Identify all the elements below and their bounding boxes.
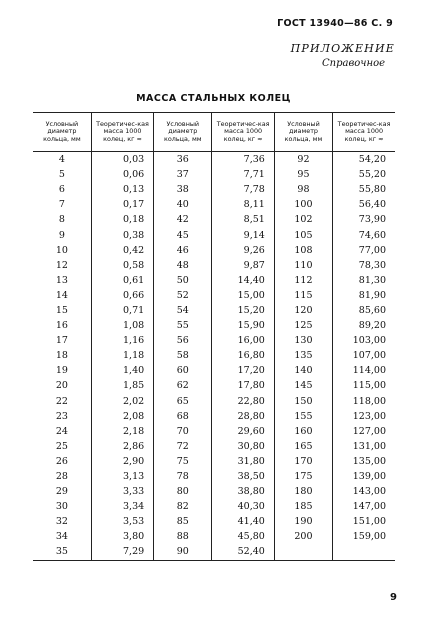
diameter-cell: 26 <box>55 455 68 467</box>
mass-cell: 9,87 <box>212 258 274 273</box>
page-number: 9 <box>390 592 397 603</box>
mass-cell: 55,20 <box>333 167 395 182</box>
diameter-cell: 165 <box>274 439 332 454</box>
diameter-cell: 12 <box>55 259 68 271</box>
table-header-row <box>33 113 395 152</box>
table-row <box>33 544 395 560</box>
diameter-cell: 28 <box>55 471 68 483</box>
diameter-cell: 78 <box>154 469 212 484</box>
table-row <box>33 167 395 182</box>
diameter-cell: 98 <box>274 182 332 197</box>
mass-cell: 131,00 <box>333 439 395 454</box>
mass-cell: 135,00 <box>333 454 395 469</box>
table-row <box>33 348 395 363</box>
mass-cell: 0,71 <box>91 303 153 318</box>
mass-cell: 0,03 <box>91 152 153 168</box>
table-row <box>33 499 395 514</box>
mass-cell: 81,30 <box>333 273 395 288</box>
mass-cell: 3,34 <box>91 499 153 514</box>
diameter-cell: 112 <box>274 273 332 288</box>
standard-code-header: ГОСТ 13940—86 С. 9 <box>277 18 393 29</box>
diameter-cell: 40 <box>154 197 212 212</box>
diameter-cell: 18 <box>55 350 68 362</box>
diameter-cell: 20 <box>55 380 68 392</box>
mass-cell: 0,66 <box>91 288 153 303</box>
mass-cell: 143,00 <box>333 484 395 499</box>
mass-cell: 3,80 <box>91 529 153 544</box>
mass-cell: 30,80 <box>212 439 274 454</box>
diameter-cell: 120 <box>274 303 332 318</box>
mass-cell: 0,18 <box>91 212 153 227</box>
table-row <box>33 484 395 499</box>
diameter-cell: 105 <box>274 227 332 242</box>
diameter-cell: 42 <box>154 212 212 227</box>
mass-cell: 103,00 <box>333 333 395 348</box>
diameter-cell: 200 <box>274 529 332 544</box>
diameter-cell: 48 <box>154 258 212 273</box>
table-row <box>33 378 395 393</box>
mass-cell: 8,11 <box>212 197 274 212</box>
diameter-cell: 50 <box>154 273 212 288</box>
diameter-cell: 30 <box>55 501 68 513</box>
diameter-cell: 13 <box>55 274 68 286</box>
mass-cell: 17,20 <box>212 363 274 378</box>
mass-cell: 16,00 <box>212 333 274 348</box>
diameter-cell: 85 <box>154 514 212 529</box>
mass-cell: 1,40 <box>91 363 153 378</box>
mass-cell: 74,60 <box>333 227 395 242</box>
diameter-cell: 70 <box>154 424 212 439</box>
diameter-cell: 130 <box>274 333 332 348</box>
diameter-cell: 25 <box>55 440 68 452</box>
diameter-cell: 95 <box>274 167 332 182</box>
mass-cell: 52,40 <box>212 544 274 560</box>
mass-cell: 54,20 <box>333 152 395 168</box>
diameter-cell: 90 <box>154 544 212 560</box>
table-row <box>33 514 395 529</box>
mass-cell: 1,16 <box>91 333 153 348</box>
diameter-cell: 180 <box>274 484 332 499</box>
table-row <box>33 439 395 454</box>
mass-cell: 28,80 <box>212 409 274 424</box>
mass-cell: 0,58 <box>91 258 153 273</box>
mass-cell: 2,18 <box>91 424 153 439</box>
diameter-cell: 110 <box>274 258 332 273</box>
mass-cell: 41,40 <box>212 514 274 529</box>
mass-cell: 118,00 <box>333 394 395 409</box>
diameter-cell: 37 <box>154 167 212 182</box>
diameter-cell: 36 <box>154 152 212 168</box>
diameter-cell: 24 <box>55 425 68 437</box>
diameter-cell: 6 <box>58 184 65 196</box>
mass-cell: 2,02 <box>91 394 153 409</box>
diameter-cell: 175 <box>274 469 332 484</box>
diameter-cell: 140 <box>274 363 332 378</box>
column-header-mass: Теоретичес-кая масса 1000 колец, кг ≈ <box>91 113 153 152</box>
mass-cell: 7,36 <box>212 152 274 168</box>
diameter-cell <box>274 544 332 560</box>
table-row <box>33 363 395 378</box>
diameter-cell: 16 <box>55 320 68 332</box>
mass-cell: 0,61 <box>91 273 153 288</box>
diameter-cell: 108 <box>274 243 332 258</box>
mass-cell: 115,00 <box>333 378 395 393</box>
mass-cell: 55,80 <box>333 182 395 197</box>
mass-cell: 147,00 <box>333 499 395 514</box>
mass-cell: 3,53 <box>91 514 153 529</box>
mass-cell: 0,42 <box>91 243 153 258</box>
diameter-cell: 82 <box>154 499 212 514</box>
mass-cell: 15,90 <box>212 318 274 333</box>
table-row <box>33 243 395 258</box>
column-header-mass: Теоретичес-кая масса 1000 колец, кг ≈ <box>333 113 395 152</box>
diameter-cell: 4 <box>58 154 65 166</box>
mass-cell: 38,80 <box>212 484 274 499</box>
diameter-cell: 72 <box>154 439 212 454</box>
mass-cell: 2,86 <box>91 439 153 454</box>
diameter-cell: 170 <box>274 454 332 469</box>
column-header-diameter: Условный диаметр кольца, мм <box>154 113 212 152</box>
mass-cell: 3,13 <box>91 469 153 484</box>
diameter-cell: 7 <box>58 199 65 211</box>
diameter-cell: 32 <box>55 516 68 528</box>
table-row <box>33 182 395 197</box>
mass-cell: 0,06 <box>91 167 153 182</box>
diameter-cell: 62 <box>154 378 212 393</box>
diameter-cell: 17 <box>55 335 68 347</box>
mass-cell: 7,29 <box>91 544 153 560</box>
mass-cell: 31,80 <box>212 454 274 469</box>
diameter-cell: 155 <box>274 409 332 424</box>
mass-cell: 16,80 <box>212 348 274 363</box>
mass-cell: 77,00 <box>333 243 395 258</box>
table-row <box>33 409 395 424</box>
appendix-title: ПРИЛОЖЕНИЕ <box>290 42 395 55</box>
table-row <box>33 258 395 273</box>
diameter-cell: 115 <box>274 288 332 303</box>
mass-cell: 139,00 <box>333 469 395 484</box>
mass-cell: 40,30 <box>212 499 274 514</box>
table-row <box>33 197 395 212</box>
mass-cell: 151,00 <box>333 514 395 529</box>
table-row <box>33 288 395 303</box>
mass-cell: 38,50 <box>212 469 274 484</box>
diameter-cell: 68 <box>154 409 212 424</box>
table-row <box>33 529 395 544</box>
mass-cell: 29,60 <box>212 424 274 439</box>
diameter-cell: 34 <box>55 531 68 543</box>
diameter-cell: 22 <box>55 395 68 407</box>
diameter-cell: 5 <box>58 169 65 181</box>
diameter-cell: 35 <box>33 544 91 560</box>
mass-cell: 1,08 <box>91 318 153 333</box>
table-row <box>33 333 395 348</box>
table-row <box>33 152 395 168</box>
mass-cell: 89,20 <box>333 318 395 333</box>
table-row <box>33 469 395 484</box>
mass-cell: 2,90 <box>91 454 153 469</box>
table-row <box>33 273 395 288</box>
diameter-cell: 46 <box>154 243 212 258</box>
diameter-cell: 185 <box>274 499 332 514</box>
mass-cell: 81,90 <box>333 288 395 303</box>
mass-cell: 0,17 <box>91 197 153 212</box>
diameter-cell: 88 <box>154 529 212 544</box>
mass-cell: 9,14 <box>212 227 274 242</box>
mass-cell: 22,80 <box>212 394 274 409</box>
diameter-cell: 55 <box>154 318 212 333</box>
diameter-cell: 56 <box>154 333 212 348</box>
diameter-cell: 45 <box>154 227 212 242</box>
mass-cell: 73,90 <box>333 212 395 227</box>
diameter-cell: 100 <box>274 197 332 212</box>
diameter-cell: 19 <box>55 365 68 377</box>
diameter-cell: 75 <box>154 454 212 469</box>
diameter-cell: 125 <box>274 318 332 333</box>
diameter-cell: 29 <box>55 486 68 498</box>
table-row <box>33 394 395 409</box>
mass-cell: 127,00 <box>333 424 395 439</box>
diameter-cell: 135 <box>274 348 332 363</box>
diameter-cell: 8 <box>58 214 65 226</box>
mass-cell: 14,40 <box>212 273 274 288</box>
mass-cell: 123,00 <box>333 409 395 424</box>
mass-cell: 0,13 <box>91 182 153 197</box>
mass-cell: 7,78 <box>212 182 274 197</box>
diameter-cell: 15 <box>55 304 68 316</box>
column-header-diameter: Условный диаметр кольца, мм <box>274 113 332 152</box>
ring-mass-table <box>33 112 395 561</box>
diameter-cell: 102 <box>274 212 332 227</box>
mass-cell: 15,20 <box>212 303 274 318</box>
diameter-cell: 38 <box>154 182 212 197</box>
mass-cell: 3,33 <box>91 484 153 499</box>
mass-cell: 78,30 <box>333 258 395 273</box>
diameter-cell: 23 <box>55 410 68 422</box>
table-row <box>33 227 395 242</box>
mass-cell: 1,85 <box>91 378 153 393</box>
mass-cell: 1,18 <box>91 348 153 363</box>
table-body <box>33 152 395 561</box>
diameter-cell: 145 <box>274 378 332 393</box>
mass-cell: 0,38 <box>91 227 153 242</box>
mass-cell: 45,80 <box>212 529 274 544</box>
mass-cell: 8,51 <box>212 212 274 227</box>
mass-cell: 85,60 <box>333 303 395 318</box>
table-row <box>33 454 395 469</box>
column-header-diameter: Условный диаметр кольца, мм <box>33 113 91 152</box>
diameter-cell: 10 <box>55 244 68 256</box>
mass-cell: 114,00 <box>333 363 395 378</box>
mass-cell: 7,71 <box>212 167 274 182</box>
diameter-cell: 150 <box>274 394 332 409</box>
mass-cell: 159,00 <box>333 529 395 544</box>
table-row <box>33 424 395 439</box>
mass-cell: 2,08 <box>91 409 153 424</box>
mass-cell <box>333 544 395 560</box>
diameter-cell: 160 <box>274 424 332 439</box>
mass-cell: 107,00 <box>333 348 395 363</box>
table-row <box>33 318 395 333</box>
diameter-cell: 58 <box>154 348 212 363</box>
diameter-cell: 92 <box>274 152 332 168</box>
diameter-cell: 9 <box>58 229 65 241</box>
table-row <box>33 212 395 227</box>
appendix-subtitle: Справочное <box>322 58 386 69</box>
table-row <box>33 303 395 318</box>
diameter-cell: 54 <box>154 303 212 318</box>
mass-cell: 56,40 <box>333 197 395 212</box>
mass-cell: 17,80 <box>212 378 274 393</box>
diameter-cell: 80 <box>154 484 212 499</box>
column-header-mass: Теоретичес-кая масса 1000 колец, кг ≈ <box>212 113 274 152</box>
table-title: МАССА СТАЛЬНЫХ КОЛЕЦ <box>136 93 291 104</box>
mass-cell: 9,26 <box>212 243 274 258</box>
diameter-cell: 190 <box>274 514 332 529</box>
diameter-cell: 52 <box>154 288 212 303</box>
mass-cell: 15,00 <box>212 288 274 303</box>
diameter-cell: 65 <box>154 394 212 409</box>
diameter-cell: 60 <box>154 363 212 378</box>
diameter-cell: 14 <box>55 289 68 301</box>
